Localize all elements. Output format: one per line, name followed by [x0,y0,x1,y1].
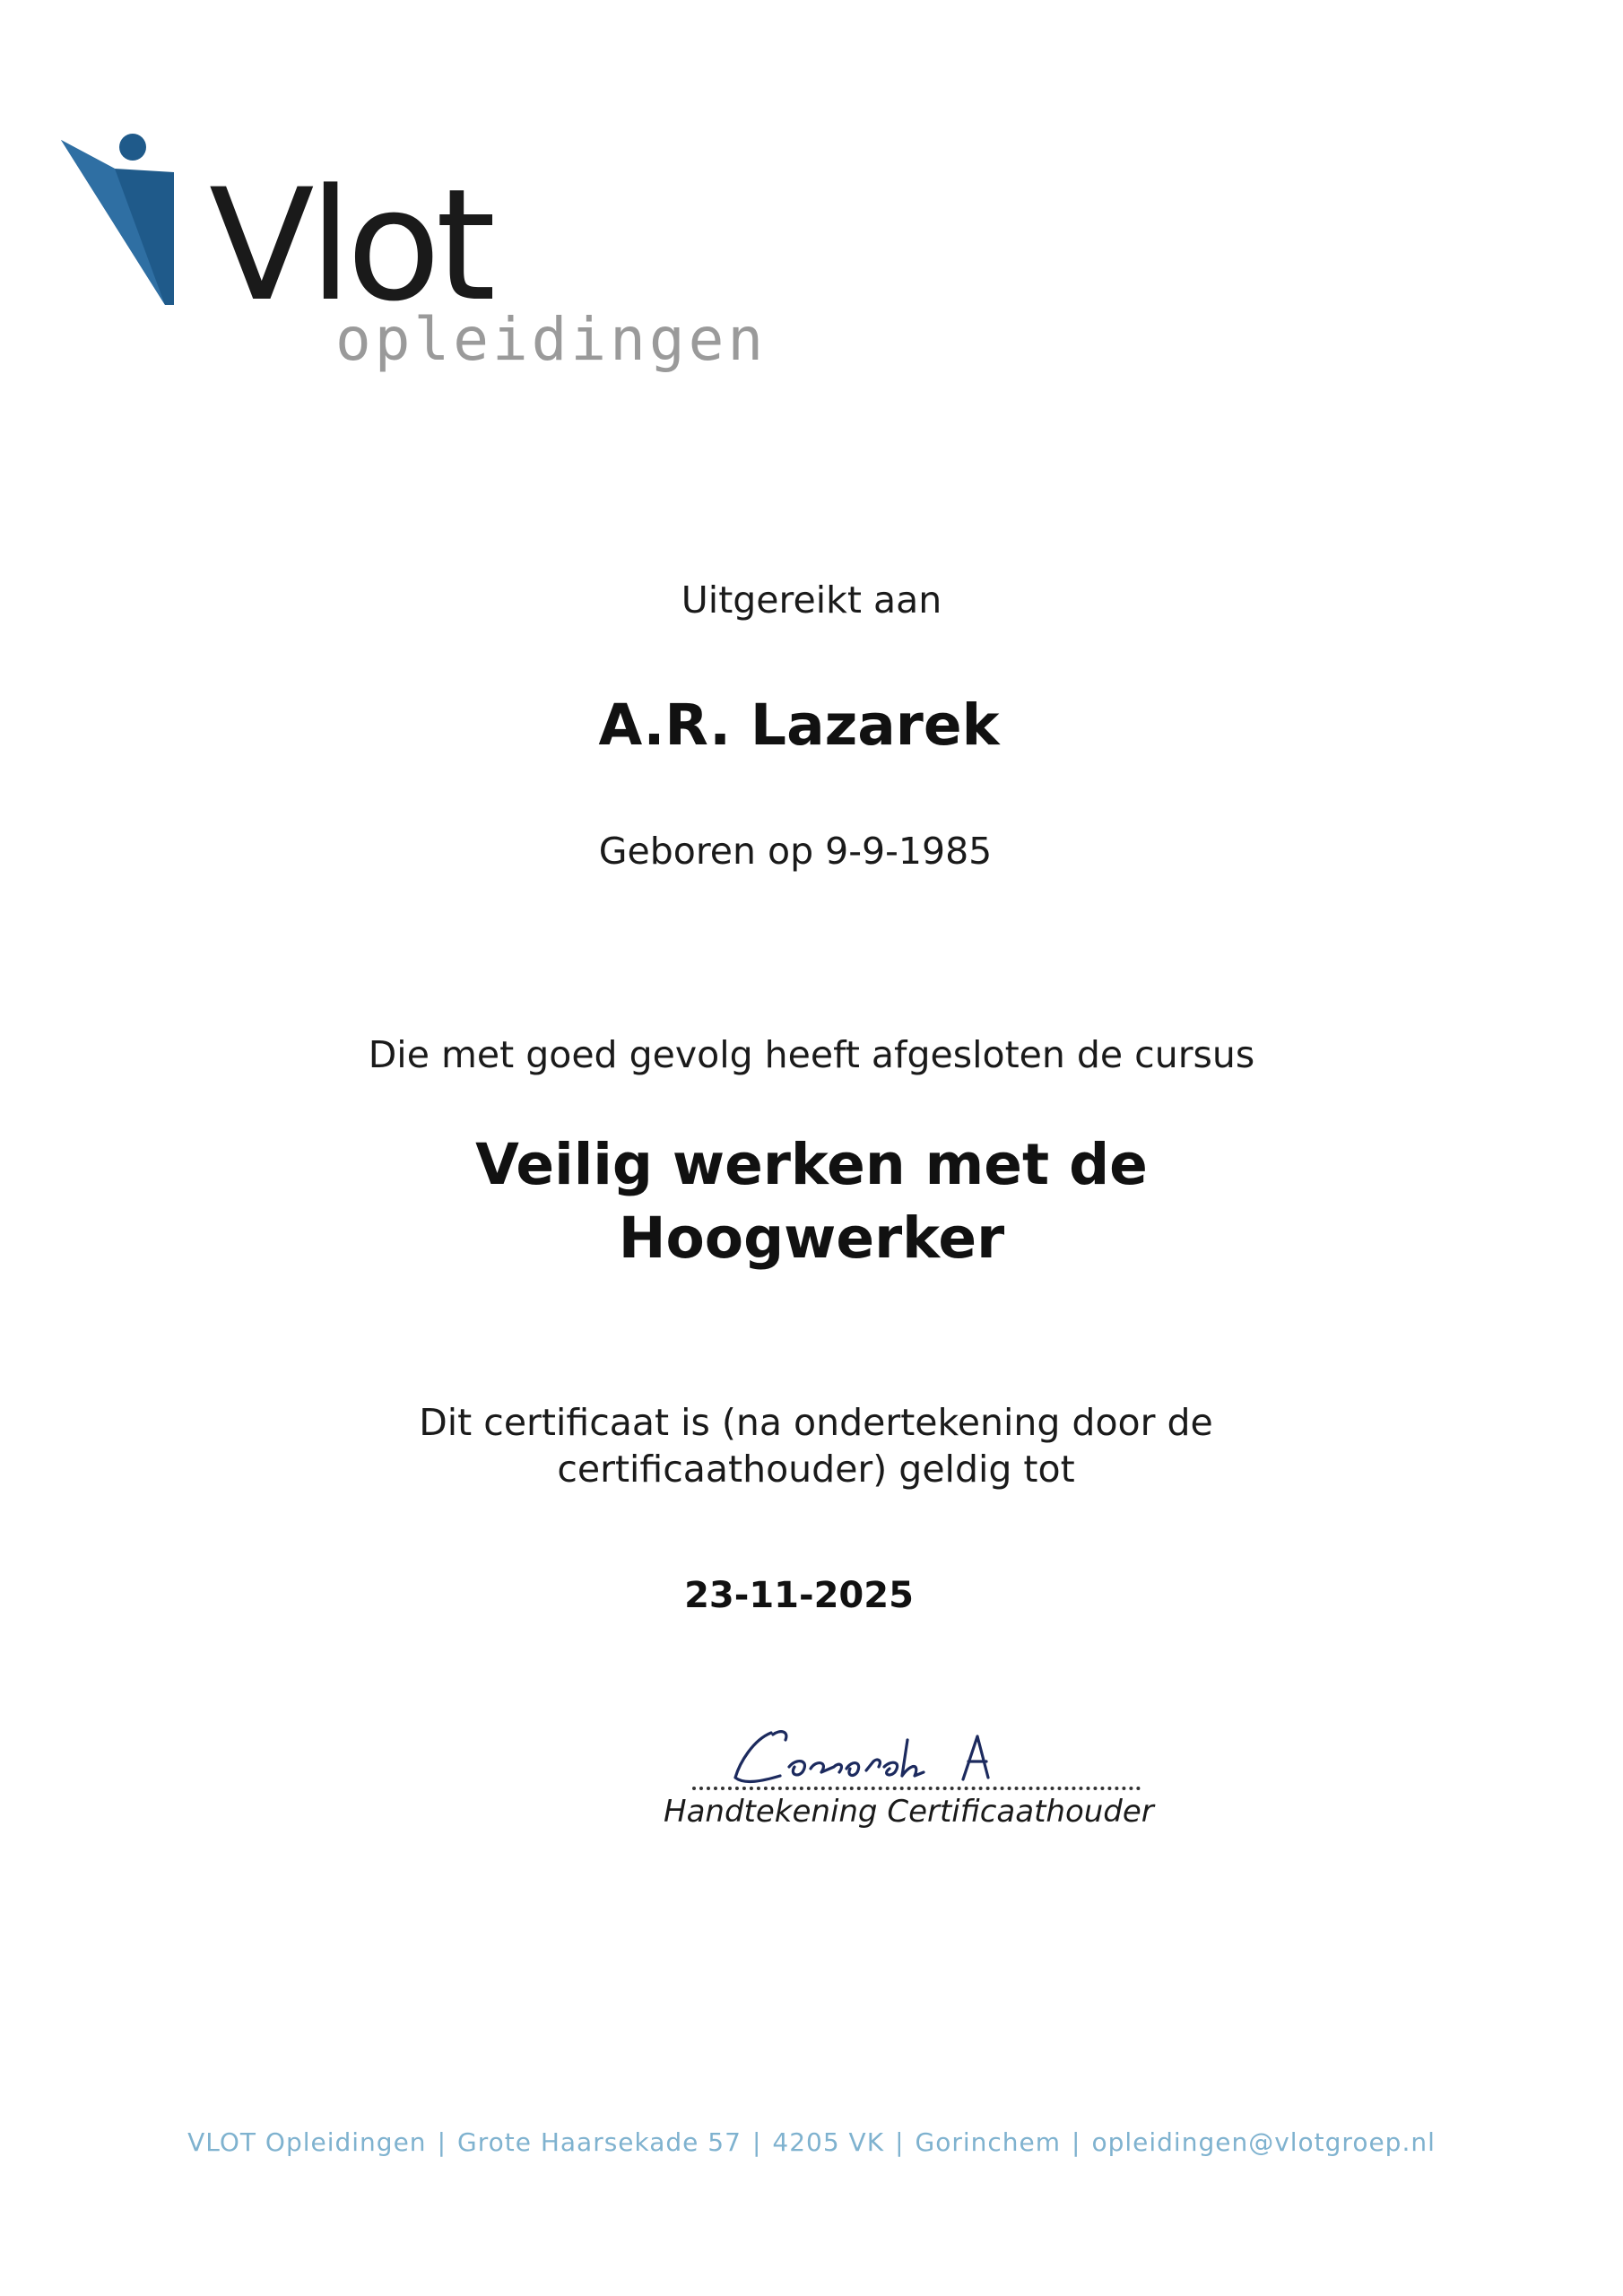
course-title-line1: Veilig werken met de [475,1132,1148,1197]
completion-statement: Die met goed gevolg heeft afgesloten de cursus [368,1033,1255,1076]
signature-block [655,1722,1157,1830]
vlot-figure-logo-icon [61,133,187,312]
footer-street: Grote Haarsekade 57 [457,2127,742,2157]
issued-label: Uitgereikt aan [681,578,942,622]
signature-caption: Handtekening Certificaathouder [664,1794,1154,1830]
footer-separator: | [437,2127,447,2157]
vlot-logo [61,133,768,384]
course-title-line2: Hoogwerker [618,1205,1005,1271]
handwritten-signature [655,1722,1031,1803]
valid-until-date: 23-11-2025 [684,1575,914,1616]
validity-line1: Dit certificaat is (na ondertekening door de [419,1401,1213,1444]
validity-statement [260,1399,1372,1492]
holder-name: A.R. Lazarek [598,692,1000,758]
footer-separator: | [751,2127,762,2157]
signature-dotted-line [692,1787,1141,1790]
footer-email[interactable]: opleidingen@vlotgroep.nl [1091,2127,1436,2157]
footer-company: VLOT Opleidingen [187,2127,427,2157]
validity-line2: certificaathouder) geldig tot [557,1448,1075,1491]
course-title [99,1128,1524,1275]
footer-postcode: 4205 VK [772,2127,885,2157]
birth-date-line: Geboren op 9-9-1985 [598,830,993,873]
footer-separator: | [1072,2127,1081,2157]
footer-address [0,2127,1623,2157]
footer-city: Gorinchem [915,2127,1062,2157]
logo-wordmark: Vlot [209,155,491,335]
footer-separator: | [895,2127,905,2157]
logo-subword: opleidingen [335,305,768,374]
